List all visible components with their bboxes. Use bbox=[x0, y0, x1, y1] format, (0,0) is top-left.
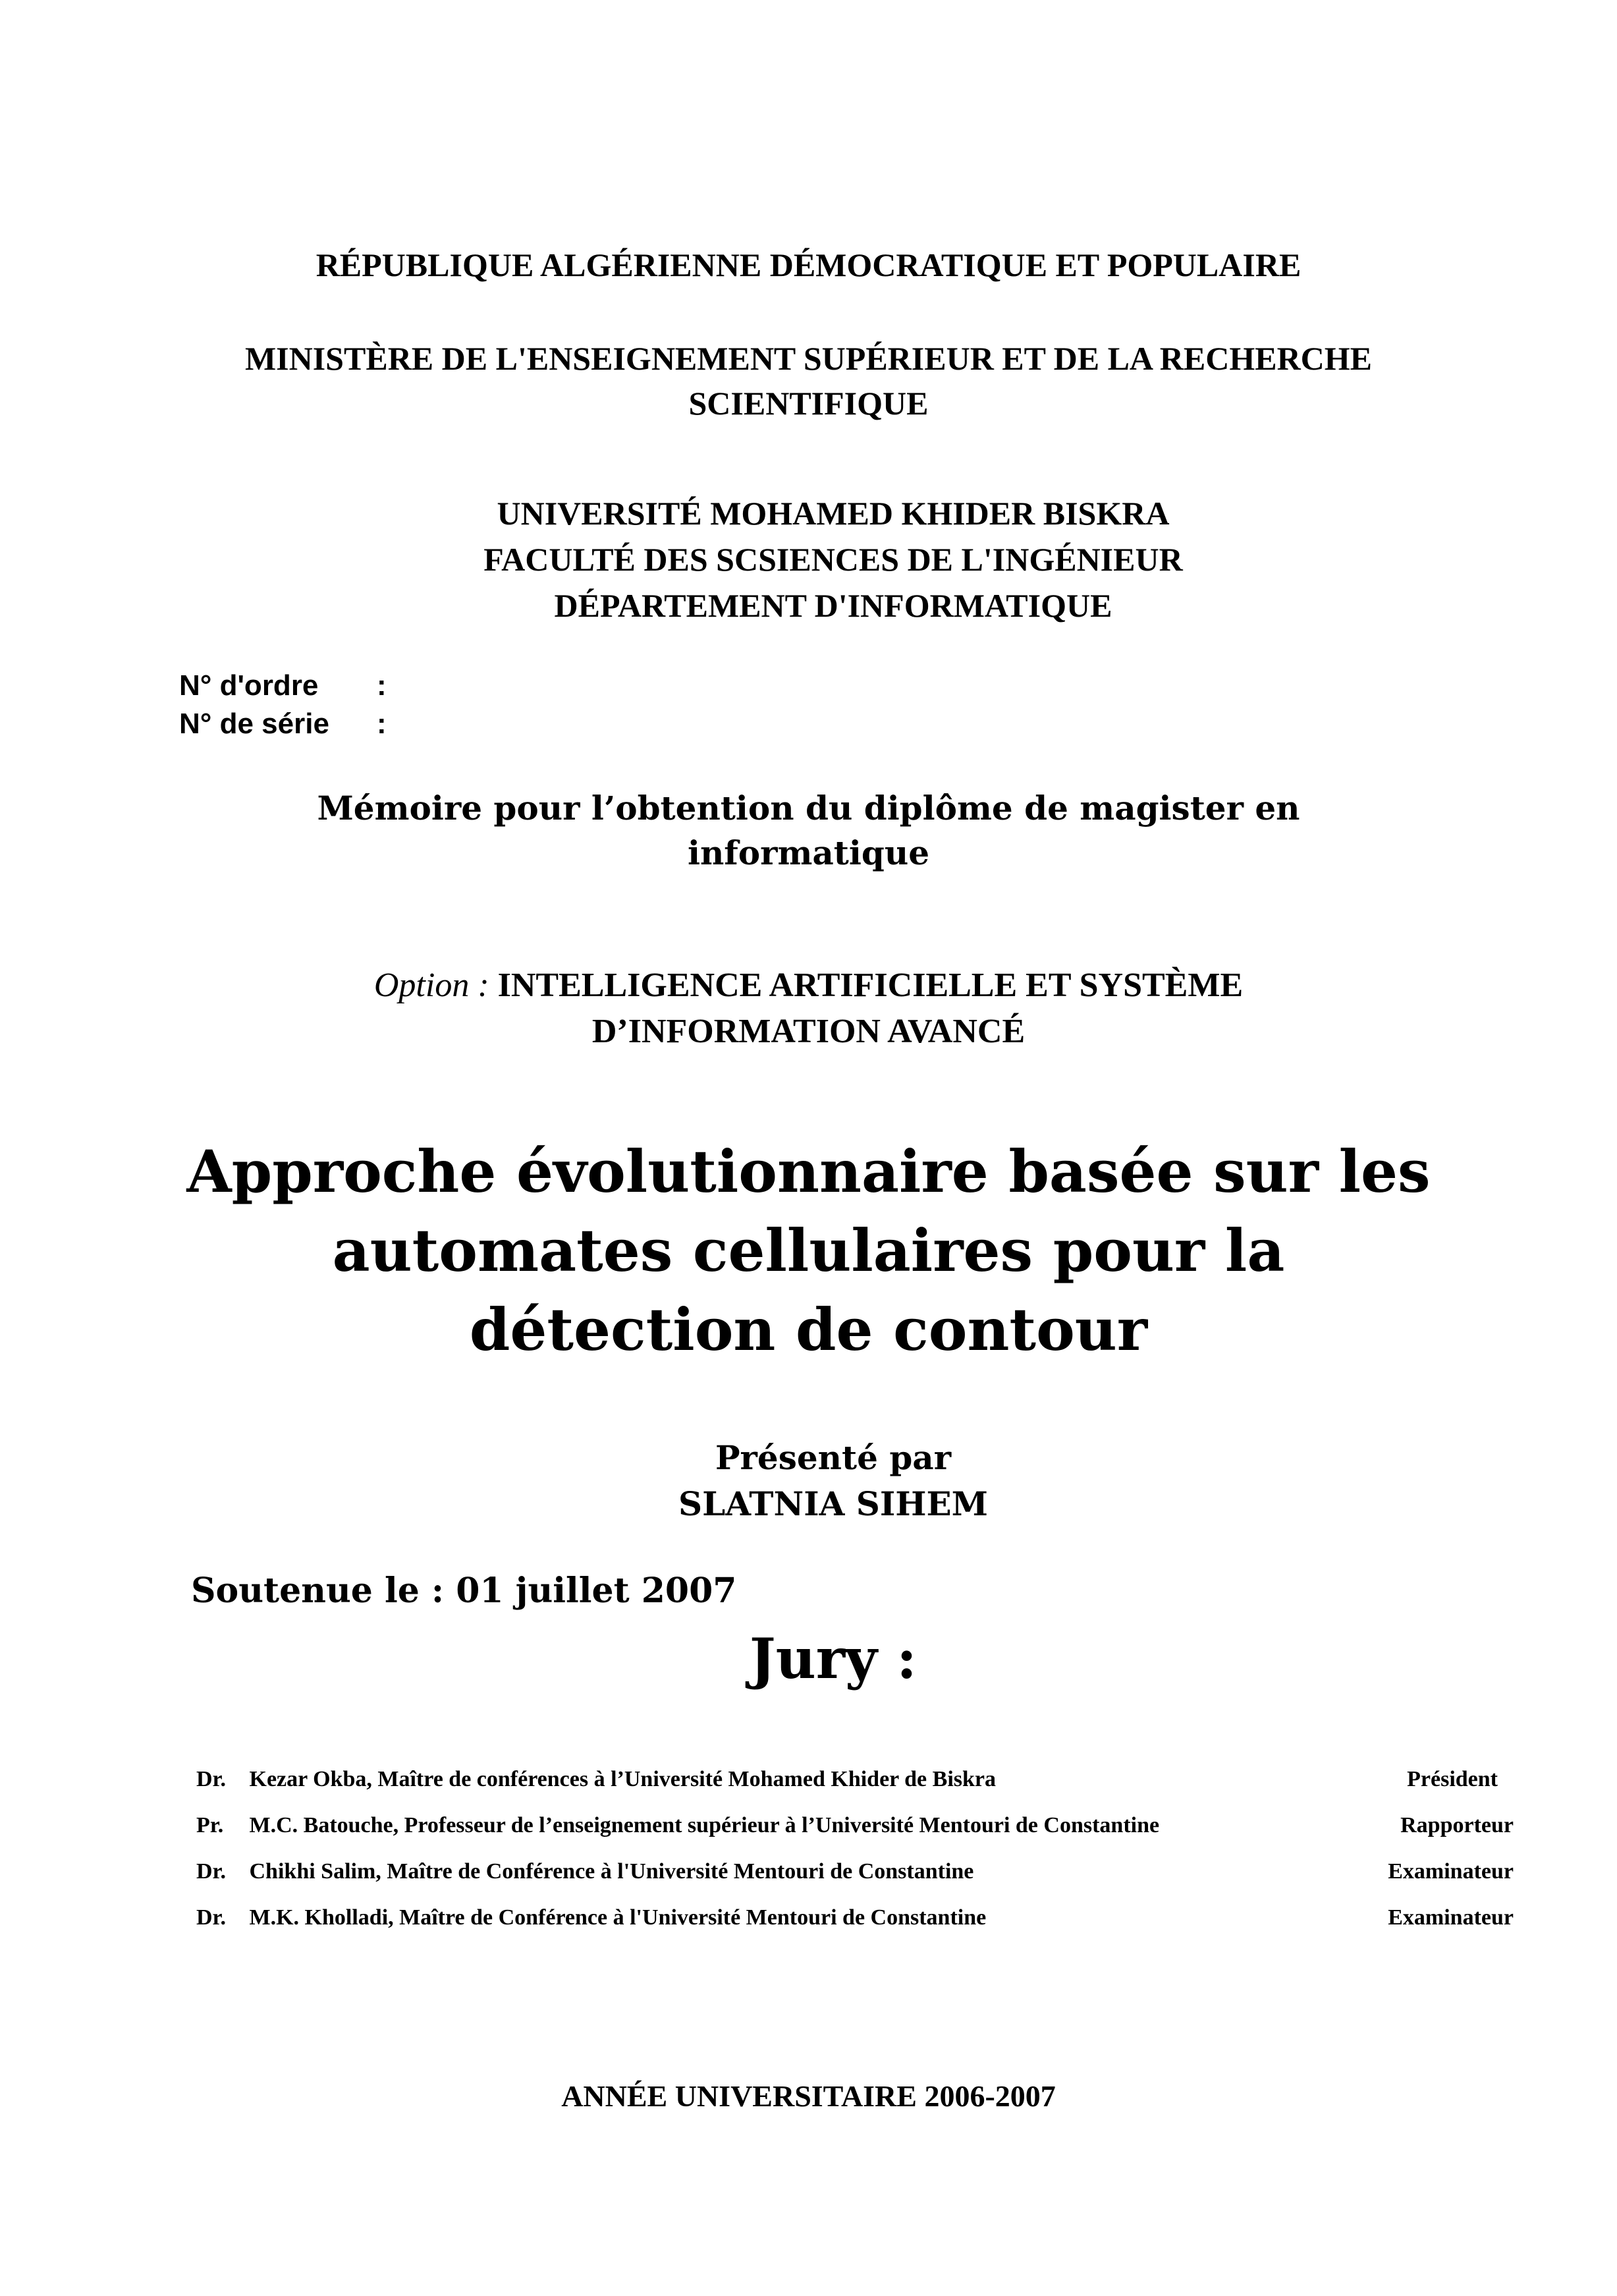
series-number-row bbox=[179, 705, 387, 743]
thesis-title-line2: automates cellulaires pour la bbox=[332, 1216, 1285, 1285]
presented-by-label: Présenté par bbox=[715, 1438, 952, 1477]
jury-member-title: Pr. bbox=[196, 1813, 224, 1837]
jury-member-role: Examinateur bbox=[1388, 1905, 1514, 1930]
presenter-name: SLATNIA SIHEM bbox=[678, 1484, 989, 1523]
jury-member bbox=[196, 1810, 1514, 1841]
ministry-heading-line1: MINISTÈRE DE L'ENSEIGNEMENT SUPÉRIEUR ET DE LA RECHERCHE bbox=[244, 340, 1373, 377]
jury-member-description: M.K. Kholladi, Maître de Conférence à l'Université Mentouri de Constantine bbox=[249, 1905, 987, 1930]
option-line2: D’INFORMATION AVANCÉ bbox=[591, 1013, 1026, 1050]
jury-member bbox=[196, 1903, 1514, 1933]
thesis-title-line3: détection de contour bbox=[469, 1295, 1148, 1364]
jury-member-role: Examinateur bbox=[1388, 1859, 1514, 1884]
order-number-label: N° d'ordre bbox=[179, 669, 319, 702]
republic-heading: RÉPUBLIQUE ALGÉRIENNE DÉMOCRATIQUE ET POPULAIRE bbox=[315, 246, 1302, 283]
jury-member-description: Kezar Okba, Maître de conférences à l’Université Mohamed Khider de Biskra bbox=[249, 1767, 997, 1791]
department-heading: DÉPARTEMENT D'INFORMATIQUE bbox=[554, 587, 1112, 624]
series-number-colon: : bbox=[377, 708, 387, 740]
jury-member bbox=[196, 1764, 1514, 1795]
ministry-heading-line2: SCIENTIFIQUE bbox=[688, 385, 929, 422]
series-number-label: N° de série bbox=[179, 708, 329, 740]
jury-heading: Jury : bbox=[749, 1626, 918, 1691]
academic-year: ANNÉE UNIVERSITAIRE 2006-2007 bbox=[561, 2079, 1056, 2113]
jury-member-description: M.C. Batouche, Professeur de l’enseignement supérieur à l’Université Mentouri de Constantine bbox=[249, 1813, 1160, 1837]
jury-member-title: Dr. bbox=[196, 1859, 227, 1884]
university-heading: UNIVERSITÉ MOHAMED KHIDER BISKRA bbox=[497, 495, 1170, 532]
jury-member-role: Président bbox=[1407, 1767, 1498, 1791]
option-text-line1: INTELLIGENCE ARTIFICIELLE ET SYSTÈME bbox=[497, 966, 1244, 1004]
memoire-line2: informatique bbox=[687, 833, 930, 872]
faculty-heading: FACULTÉ DES SCSIENCES DE L'INGÉNIEUR bbox=[483, 541, 1183, 578]
option-label: Option : bbox=[373, 966, 489, 1004]
jury-member bbox=[196, 1857, 1514, 1887]
jury-member-title: Dr. bbox=[196, 1767, 227, 1791]
jury-member-role: Rapporteur bbox=[1400, 1813, 1514, 1837]
jury-member-description: Chikhi Salim, Maître de Conférence à l'Université Mentouri de Constantine bbox=[249, 1859, 974, 1884]
thesis-title-line1: Approche évolutionnaire basée sur les bbox=[186, 1137, 1431, 1206]
defense-date: Soutenue le : 01 juillet 2007 bbox=[191, 1571, 737, 1611]
order-number-colon: : bbox=[377, 669, 387, 702]
jury-member-title: Dr. bbox=[196, 1905, 227, 1930]
option-line1 bbox=[0, 962, 1617, 1009]
order-number-row bbox=[179, 667, 387, 705]
memoire-line1: Mémoire pour l’obtention du diplôme de magister en bbox=[317, 789, 1300, 827]
